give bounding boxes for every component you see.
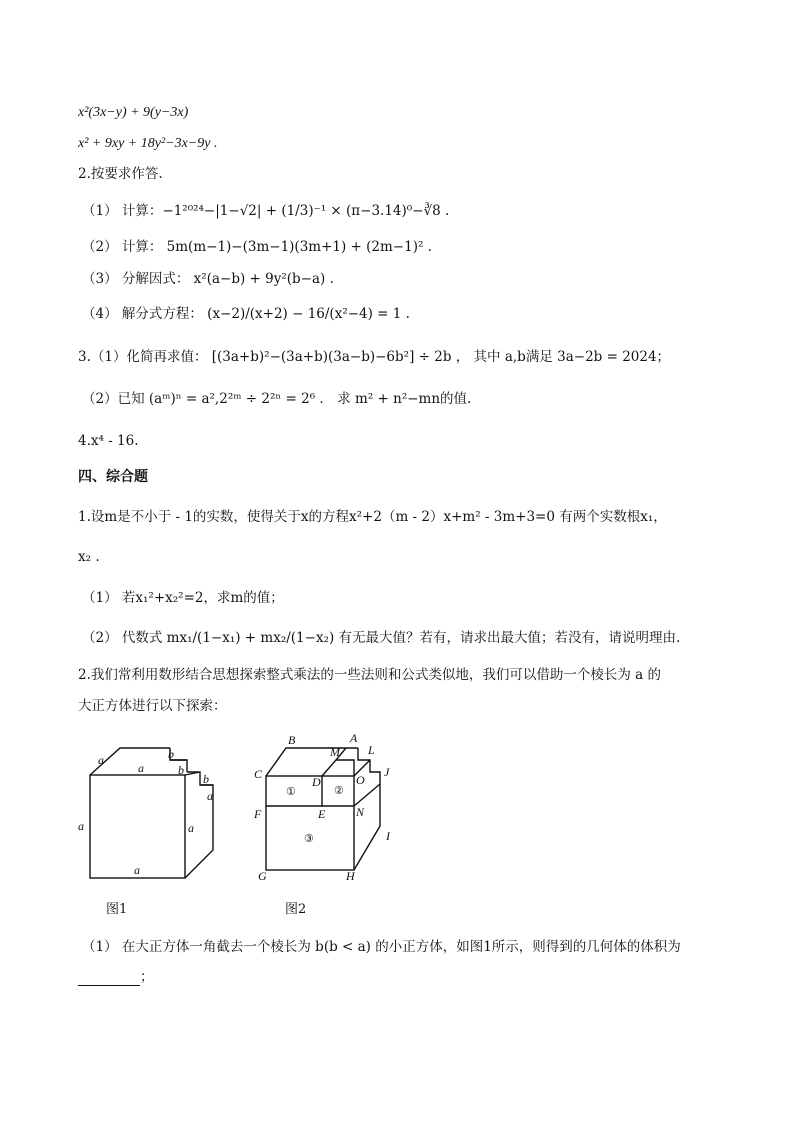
- fig1-label-a-left: a: [78, 819, 84, 833]
- fig2-region-2: ②: [334, 785, 344, 797]
- question-2-part-2: （2） 计算： 5m(m−1)−(3m−1)(3m+1) + (2m−1)² .: [82, 239, 432, 255]
- fig1-label-b-right: b: [203, 772, 209, 786]
- question-4: 4.x⁴ - 16.: [78, 433, 139, 449]
- figure-1-caption: 图1: [106, 902, 128, 917]
- comprehensive-2-text-cont: 大正方体进行以下探索：: [78, 698, 227, 714]
- fig2-label-L: L: [368, 743, 375, 757]
- expression-line-1: x²(3x−y) + 9(y−3x): [78, 105, 189, 120]
- section-heading: 四、综合题: [78, 469, 148, 485]
- fig2-label-D: D: [312, 775, 321, 789]
- comprehensive-1-text: 1.设m是不小于 - 1的实数，使得关于x的方程x²+2（m - 2）x+m² - 3m+3=0 有两个实数根x₁，: [78, 509, 667, 525]
- question-3-part-1: 3.（1）化简再求值： [(3a+b)²−(3a+b)(3a−b)−6b²] ÷ 2b ， 其中 a,b满足 3a−2b = 2024；: [78, 349, 671, 365]
- comprehensive-1-part-2: （2） 代数式 mx₁/(1−x₁) + mx₂/(1−x₂) 有无最大值？若有，请求出最大值；若没有，请说明理由.: [82, 630, 681, 646]
- fig1-label-a-top: a: [138, 761, 144, 775]
- fig1-label-a-bottom: a: [134, 863, 140, 877]
- fig1-label-b-top: b: [168, 747, 174, 761]
- figure-2-caption: 图2: [285, 902, 307, 917]
- figure-1-cube: [70, 740, 240, 890]
- answer-blank[interactable]: [78, 971, 140, 986]
- fig2-label-O: O: [356, 773, 365, 787]
- fig2-label-N: N: [356, 805, 365, 819]
- fig1-label-a-top-left: a: [98, 753, 104, 767]
- fig1-label-b-mid: b: [178, 763, 184, 777]
- question-3-part-2: （2）已知 (aᵐ)ⁿ = a²,2²ᵐ ÷ 2²ⁿ = 2⁶ ． 求 m² + n²−mn的值.: [82, 391, 472, 407]
- question-2-title: 2.按要求作答.: [78, 166, 163, 182]
- fig2-label-F: F: [254, 807, 262, 821]
- fig2-label-J: J: [384, 765, 390, 779]
- fig2-label-A: A: [350, 731, 358, 745]
- fig2-label-H: H: [346, 869, 355, 883]
- fig1-label-a-step: a: [207, 789, 213, 803]
- comprehensive-2-text: 2.我们常利用数形结合思想探索整式乘法的一些法则和公式类似地，我们可以借助一个棱长为 a 的: [78, 667, 662, 683]
- answer-blank-end: ；: [140, 969, 154, 985]
- fig2-region-3: ③: [304, 833, 314, 845]
- question-2-part-3: （3） 分解因式： x²(a−b) + 9y²(b−a) .: [82, 271, 334, 287]
- fig2-label-C: C: [254, 767, 263, 781]
- comprehensive-1-text-cont: x₂ .: [78, 549, 100, 565]
- fig2-label-G: G: [258, 869, 267, 883]
- fig2-label-I: I: [386, 829, 390, 843]
- comprehensive-2-part-1: （1） 在大正方体一角截去一个棱长为 b(b < a) 的小正方体，如图1所示，则得到的几何体的体积为: [82, 939, 681, 955]
- question-2-part-4: （4） 解分式方程： (x−2)/(x+2) − 16/(x²−4) = 1 .: [82, 306, 410, 322]
- figure-2-cube: [250, 728, 410, 888]
- fig1-label-a-right: a: [188, 821, 194, 835]
- answer-blank-line: [78, 968, 154, 986]
- comprehensive-1-part-1: （1） 若x₁²+x₂²=2，求m的值；: [82, 590, 284, 606]
- fig2-label-M: M: [330, 745, 340, 759]
- fig2-region-1: ①: [286, 786, 296, 798]
- fig2-label-B: B: [288, 733, 296, 747]
- expression-line-2: x² + 9xy + 18y²−3x−9y .: [78, 136, 218, 151]
- question-2-part-1: （1） 计算：−1²⁰²⁴−|1−√2| + (1/3)⁻¹ × (π−3.14)⁰−∛8 .: [82, 203, 450, 219]
- fig2-label-E: E: [318, 807, 326, 821]
